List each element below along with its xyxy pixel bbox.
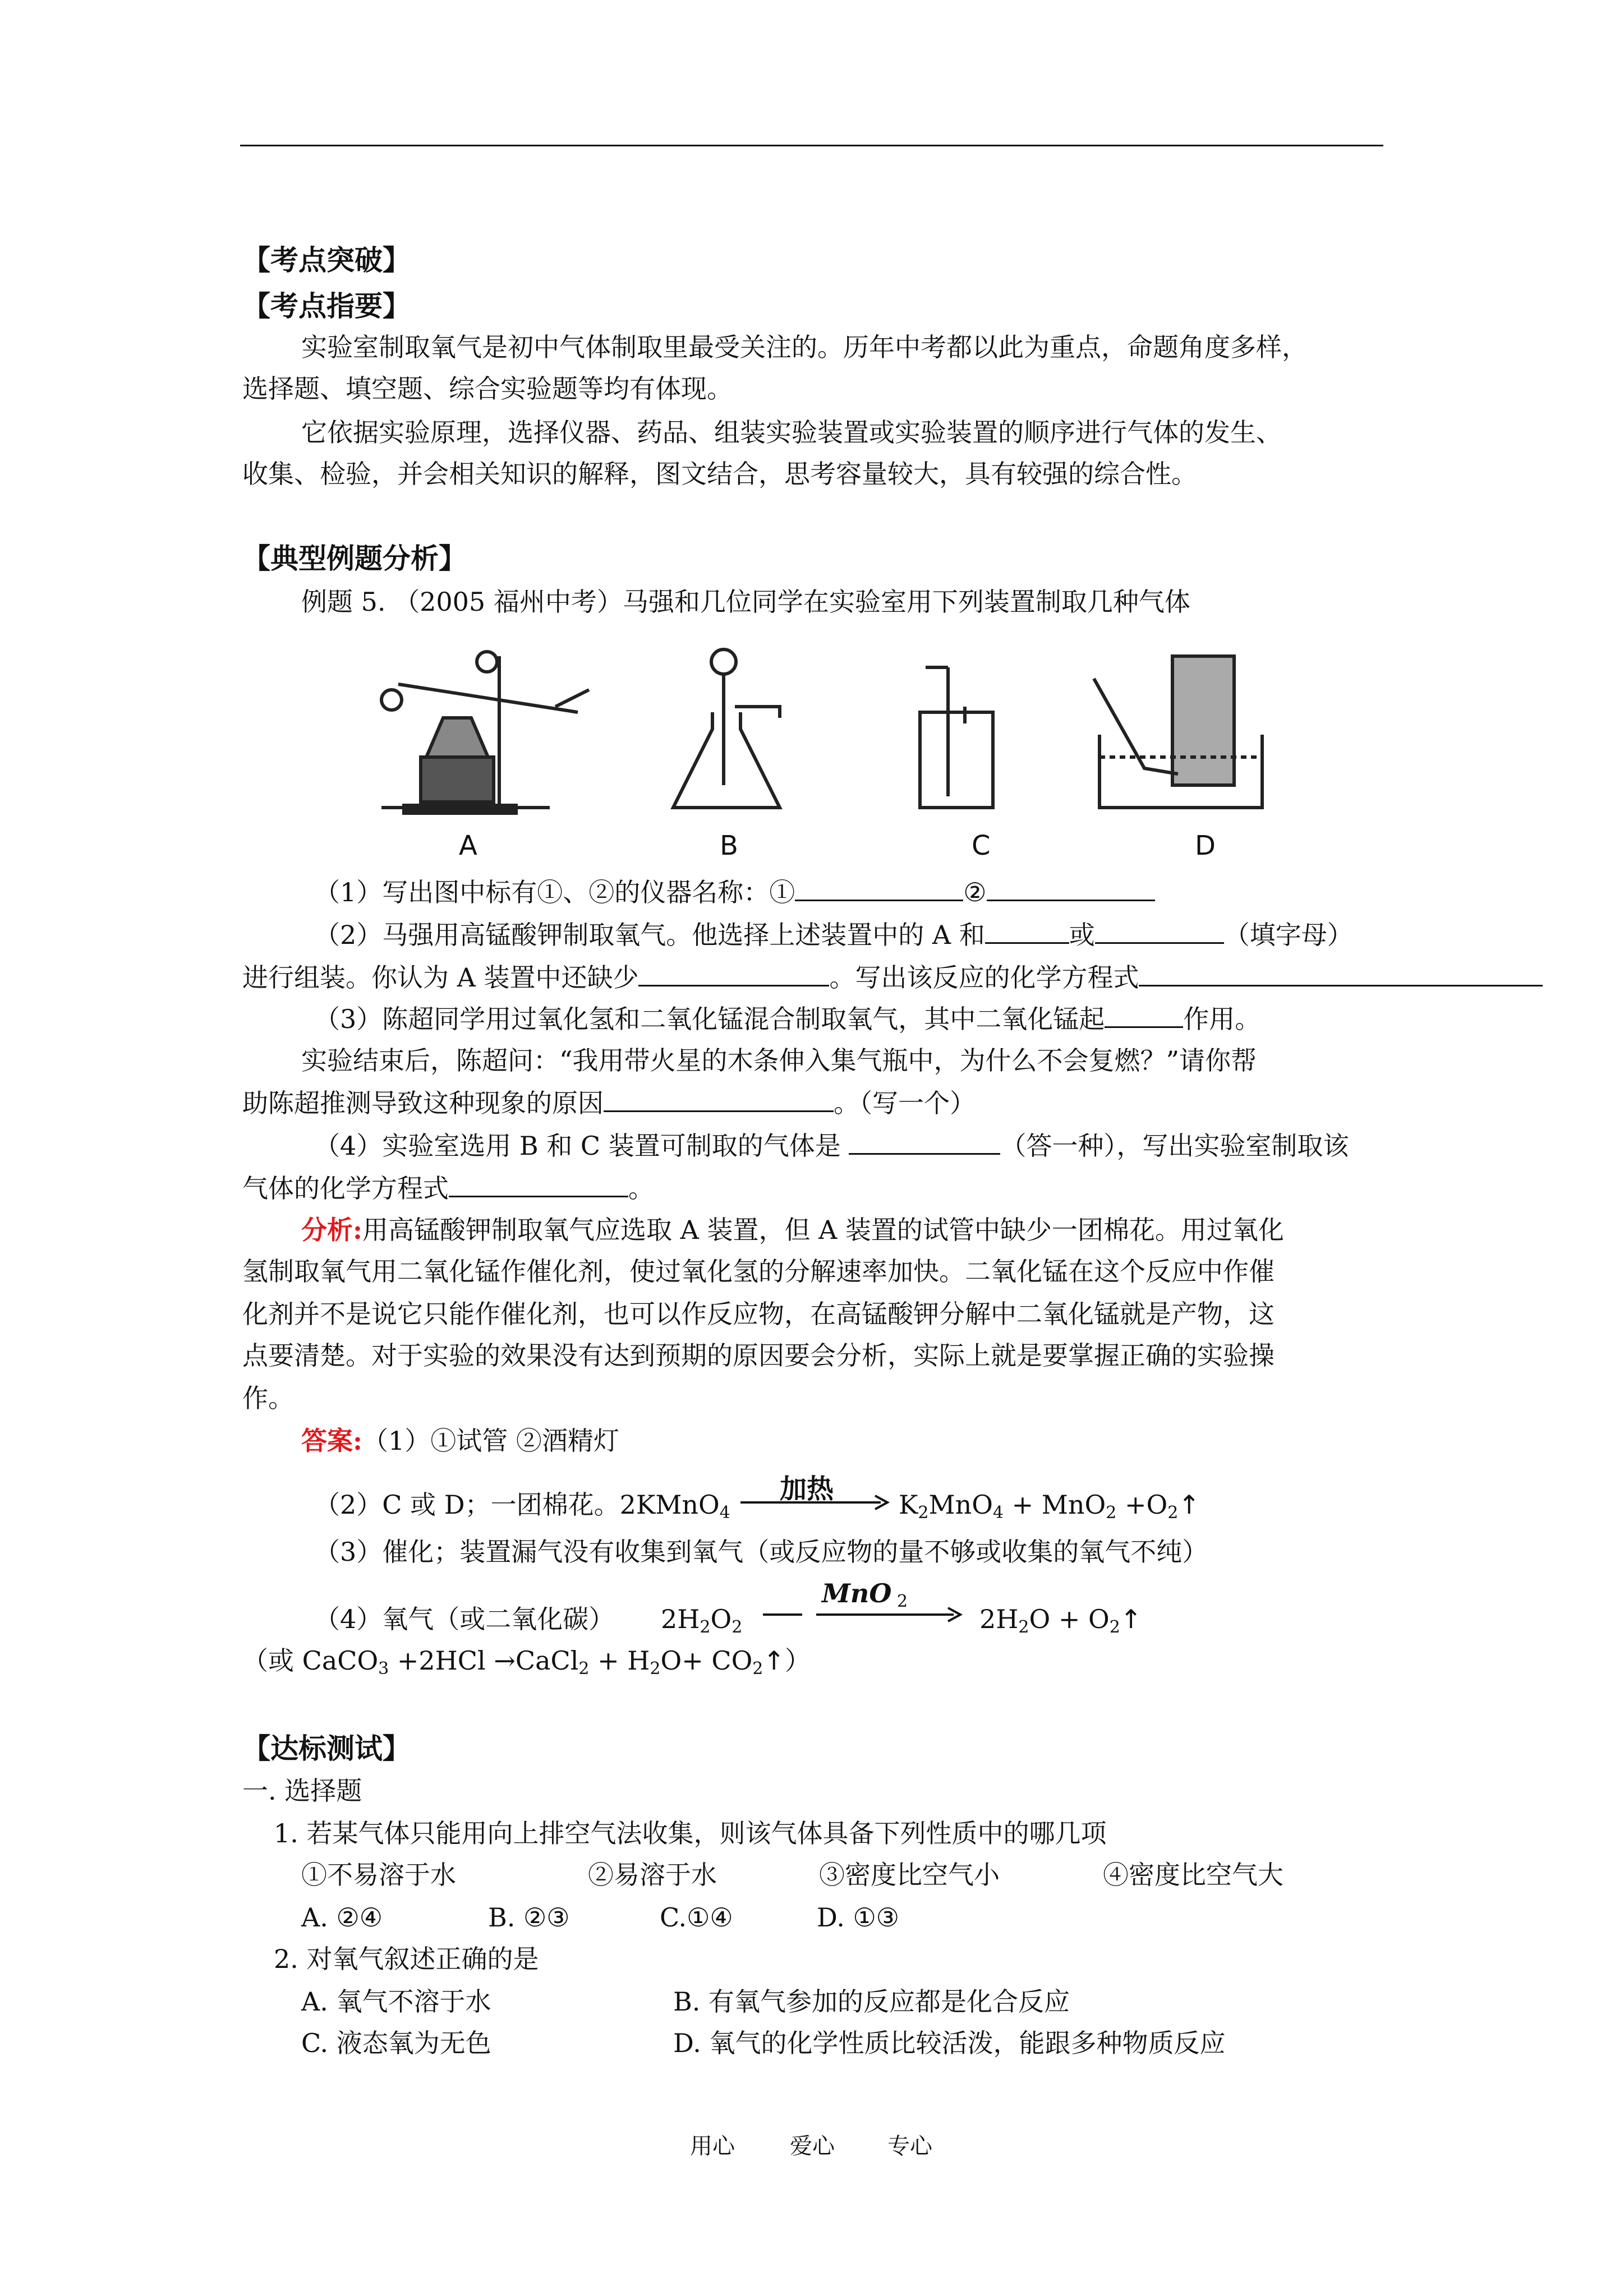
- answer-line-2-products: $K_2MnO_4 + MnO_2$ $+O_2↑$: [899, 1490, 1200, 1523]
- q1-option-c: C.①④: [660, 1902, 733, 1933]
- apparatus-b: [673, 649, 780, 808]
- product-o: O + O: [1029, 1604, 1110, 1634]
- apparatus-label-d: D: [1195, 830, 1216, 861]
- answer-blank: [604, 1086, 834, 1112]
- question-3a-text: （3）陈超同学用过氧化氢和二氧化锰混合制取氧气，其中二氧化锰起: [314, 1004, 1105, 1034]
- example-title: 【典型例题分析】: [242, 542, 467, 575]
- q2-option-c: C. 液态氧为无色: [301, 2028, 491, 2058]
- question-4a: [314, 1128, 1349, 1162]
- question-3a-text2: 作用。: [1183, 1004, 1261, 1034]
- question-4a-text2: （答一种），写出实验室制取该: [1000, 1131, 1349, 1161]
- answer-blank: [638, 960, 829, 986]
- question-2b-text2: 。写出该反应的化学方程式: [829, 962, 1139, 993]
- test-question-1: 1. 若某气体只能用向上排空气法收集，则该气体具备下列性质中的哪几项: [274, 1818, 1107, 1848]
- q2-option-d: D. 氧气的化学性质比较活泼，能跟多种物质反应: [673, 2028, 1226, 2058]
- answer-line-1: [301, 1424, 619, 1457]
- question-2b-text: 进行组装。你认为 A 装置中还缺少: [242, 962, 639, 993]
- header-rule: [240, 145, 1383, 146]
- product-o: +O: [1116, 1490, 1168, 1520]
- question-1-text: （1）写出图中标有①、②的仪器名称：①: [314, 877, 795, 907]
- gas-up-arrow-icon: ↑: [763, 1645, 785, 1676]
- answer-blank: [985, 918, 1069, 944]
- analysis-line-4: 点要清楚。对于实验的效果没有达到预期的原因要会分析，实际上就是要掌握正确的实验操: [242, 1340, 1275, 1371]
- q2-option-b: B. 有氧气参加的反应都是化合反应: [673, 1986, 1070, 2017]
- example-intro: 例题 5. （2005 福州中考）马强和几位同学在实验室用下列装置制取几种气体: [301, 587, 1190, 617]
- product-mno: MnO: [928, 1490, 993, 1520]
- apparatus-d: [1094, 656, 1262, 808]
- answer-blank: [1095, 918, 1224, 944]
- guide-title: 【考点指要】: [242, 289, 411, 322]
- apparatus-a: [381, 652, 589, 813]
- question-3b: 实验结束后，陈超问：“我用带火星的木条伸入集气瓶中，为什么不会复燃？”请你帮: [301, 1045, 1257, 1076]
- apparatus-figure: [370, 645, 1324, 869]
- answer-2-pre: （2）C 或 D；一团棉花。2KMnO: [314, 1490, 720, 1520]
- eq-part-2: +2HCl →CaCl: [389, 1645, 579, 1676]
- analysis-line-3: 化剂并不是说它只能作催化剂，也可以作反应物，在高锰酸钾分解中二氧化锰就是产物，这: [242, 1299, 1275, 1329]
- answer-blank: [1139, 960, 1543, 986]
- product-k: K: [899, 1490, 918, 1520]
- question-2a: [314, 918, 1353, 951]
- guide-paragraph-2b: 收集、检验，并会相关知识的解释，图文结合，思考容量较大，具有较强的综合性。: [242, 459, 1197, 489]
- answer-line-4-reactant: $2H_2O_2$: [661, 1604, 743, 1637]
- question-2a-or: 或: [1069, 920, 1095, 950]
- reaction-arrow-icon: [740, 1493, 892, 1512]
- product-mno2: + MnO: [1004, 1490, 1106, 1520]
- section-title: 【考点突破】: [242, 243, 411, 276]
- q1-prop-4: ④密度比空气大: [1103, 1860, 1283, 1890]
- q1-option-a: A. ②④: [301, 1902, 383, 1933]
- guide-paragraph-2a: 它依据实验原理，选择仪器、药品、组装实验装置或实验装置的顺序进行气体的发生、: [301, 417, 1282, 448]
- footer-2: 爱心: [790, 2133, 835, 2159]
- guide-paragraph-1b: 选择题、填空题、综合实验题等均有体现。: [242, 374, 733, 404]
- eq-part-5: ）: [784, 1645, 811, 1676]
- reactant-h: 2H: [661, 1604, 700, 1634]
- heating-arrow: [740, 1470, 892, 1510]
- answer-blank: [849, 1128, 1000, 1155]
- question-3a: [314, 1002, 1260, 1035]
- answer-blank: [1105, 1002, 1183, 1028]
- analysis-label: 分析:: [301, 1215, 362, 1245]
- question-4b-text: 气体的化学方程式: [242, 1173, 449, 1204]
- question-4b: [242, 1171, 654, 1205]
- answer-blank: [449, 1171, 628, 1197]
- q1-prop-2: ②易溶于水: [588, 1860, 717, 1890]
- analysis-text-1: 用高锰酸钾制取氧气应选取 A 装置，但 A 装置的试管中缺少一团棉花。用过氧化: [362, 1215, 1284, 1245]
- eq-part-1: （或 CaCO: [242, 1645, 379, 1676]
- question-3c-text: 助陈超推测导致这种现象的原因: [242, 1088, 604, 1118]
- question-3c-text2: 。（写一个）: [834, 1088, 976, 1118]
- answer-label: 答案:: [301, 1426, 362, 1456]
- answer-blank: [987, 875, 1155, 901]
- apparatus-label-b: B: [720, 830, 738, 861]
- footer-1: 用心: [690, 2133, 735, 2159]
- test-section: 一. 选择题: [242, 1776, 362, 1806]
- reaction-arrow-icon: [763, 1605, 965, 1624]
- apparatus-label-c: C: [972, 830, 991, 861]
- question-2a-hint: （填字母）: [1223, 920, 1353, 950]
- gas-up-arrow-icon: ↑: [1178, 1490, 1200, 1520]
- heating-condition: 加热: [780, 1473, 834, 1505]
- question-1-mark-2: ②: [963, 877, 987, 907]
- analysis-line-2: 氢制取氧气用二氧化锰作催化剂，使过氧化氢的分解速率加快。二氧化锰在这个反应中作催: [242, 1256, 1275, 1287]
- guide-paragraph-1a: 实验室制取氧气是初中气体制取里最受关注的。历年中考都以此为重点，命题角度多样，: [301, 332, 1308, 362]
- eq-part-3: + H: [589, 1645, 650, 1676]
- test-question-2: 2. 对氧气叙述正确的是: [274, 1944, 539, 1974]
- question-2b: [242, 960, 1543, 994]
- analysis-line-1: [301, 1214, 1284, 1246]
- answer-line-4-products: $2H_2O$ + $O_2↑$: [979, 1604, 1142, 1637]
- question-4b-text2: 。: [628, 1173, 654, 1204]
- catalyst-arrow: [763, 1578, 965, 1626]
- question-1: [314, 875, 1155, 909]
- test-title: 【达标测试】: [242, 1732, 411, 1765]
- analysis-line-5: 作。: [242, 1383, 294, 1413]
- question-3c: [242, 1086, 976, 1119]
- apparatus-c: [920, 667, 993, 808]
- q1-prop-1: ①不易溶于水: [301, 1860, 456, 1890]
- answer-line-4-pre: （4）氧气（或二氧化碳）: [314, 1604, 615, 1634]
- q1-option-d: D. ①③: [817, 1902, 899, 1933]
- question-4a-text: （4）实验室选用 B 和 C 装置可制取的气体是: [314, 1131, 841, 1161]
- answer-line-2: （2）C 或 D；一团棉花。2KMnO$_4$: [314, 1490, 730, 1523]
- answer-line-3: （3）催化；装置漏气没有收集到氧气（或反应物的量不够或收集的氧气不纯）: [314, 1537, 1208, 1567]
- apparatus-label-a: A: [459, 830, 477, 861]
- question-2a-text: （2）马强用高锰酸钾制取氧气。他选择上述装置中的 A 和: [314, 920, 985, 950]
- gas-up-arrow-icon: ↑: [1120, 1604, 1142, 1634]
- answer-line-5: （或 CaCO$_3$ +2HCl →CaCl$_2$ + $H_2O+$ $CO_2↑$）: [242, 1645, 811, 1679]
- eq-part-4: O+ CO: [660, 1645, 753, 1676]
- catalyst-label: MnO $_2$: [822, 1578, 908, 1611]
- footer-3: 专心: [887, 2133, 932, 2159]
- product-h: 2H: [979, 1604, 1019, 1634]
- answer-blank: [795, 875, 963, 901]
- q1-prop-3: ③密度比空气小: [819, 1860, 1000, 1890]
- q1-option-b: B. ②③: [488, 1902, 570, 1933]
- answer-text-1: （1）①试管 ②酒精灯: [362, 1426, 619, 1456]
- q2-option-a: A. 氧气不溶于水: [301, 1986, 491, 2017]
